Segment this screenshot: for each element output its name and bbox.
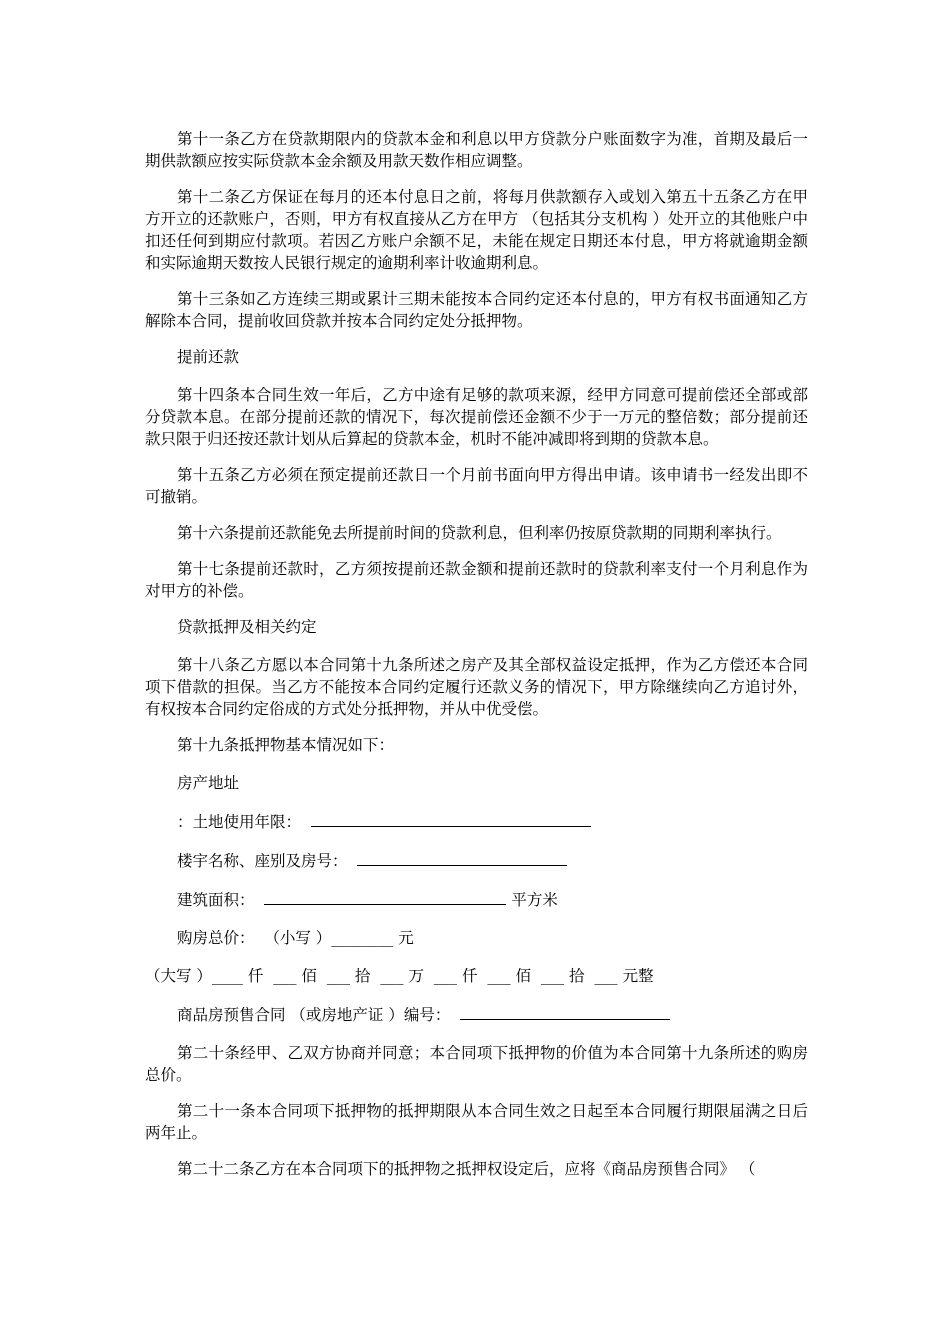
document-page [145,128,808,1194]
area-label: 建筑面积： [177,891,255,909]
field-contract-number [177,1003,808,1026]
land-term-blank [311,810,591,827]
article-11: 第十一条乙方在贷款期限内的贷款本金和利息以甲方贷款分户账面数字为准，首期及最后一期供款额应按实际贷款本金余额及用款天数作相应调整。 [145,130,808,170]
field-price [177,927,808,949]
section-heading-prepayment: 提前还款 [177,348,240,366]
article-21: 第二十一条本合同项下抵押物的抵押期限从本合同生效之日起至本合同履行期限届满之日后两年止。 [145,1102,808,1142]
contract-blank [460,1003,670,1020]
field-land-term [177,810,808,833]
article-12: 第十二条乙方保证在每月的还本付息日之前，将每月供款额存入或划入第五十五条乙方在甲方开立的还款账户，否则，甲方有权直接从乙方在甲方 （包括其分支机构 ）处开立的其他账户中扣还任何到期应付款项。若因乙方账户余额不足，未能在规定日期还本付息，甲方将就逾期金额和实际逾期天数按人民银行规定的逾期利率计收逾期利息。 [145,188,808,272]
field-building [177,849,808,872]
contract-label: 商品房预售合同 （或房地产证 ）编号： [177,1006,451,1024]
price-blank: ________ [331,929,394,947]
article-18: 第十八条乙方愿以本合同第十九条所述之房产及其全部权益设定抵押，作为乙方偿还本合同项下借款的担保。当乙方不能按本合同约定履行还款义务的情况下，甲方除继续向乙方追讨外，有权按本合同约定俗成的方式处分抵押物，并从中优受偿。 [145,656,808,718]
field-area [177,888,808,911]
field-address [177,772,808,794]
address-label: 房产地址 [177,774,240,792]
article-17: 第十七条提前还款时，乙方须按提前还款金额和提前还款时的贷款利率支付一个月利息作为对甲方的补偿。 [145,560,808,600]
article-13: 第十三条如乙方连续三期或累计三期未能按本合同约定还本付息的，甲方有权书面通知乙方解除本合同，提前收回贷款并按本合同约定处分抵押物。 [145,290,808,330]
area-blank [264,888,506,905]
article-20: 第二十条经甲、乙双方协商并同意；本合同项下抵押物的价值为本合同第十九条所述的购房总价。 [145,1044,808,1084]
building-label: 楼宇名称、座别及房号： [177,852,348,870]
article-15: 第十五条乙方必须在预定提前还款日一个月前书面向甲方得出申请。该申请书一经发出即不可撤销。 [145,466,808,506]
land-term-label: ：土地使用年限： [177,813,302,831]
area-unit: 平方米 [511,891,558,909]
section-heading-mortgage: 贷款抵押及相关约定 [177,618,317,636]
price-unit: 元 [398,929,414,947]
building-blank [357,849,567,866]
article-19: 第十九条抵押物基本情况如下： [177,736,395,754]
article-22: 第二十二条乙方在本合同项下的抵押物之抵押权设定后，应将《商品房预售合同》 （ [177,1160,756,1178]
field-price-capital: （大写 ）____ 仟 ___ 佰 ___ 拾 ___ 万 ___ 仟 ___ 佰 ___ 拾 ___ 元整 [145,967,654,985]
article-14: 第十四条本合同生效一年后，乙方中途有足够的款项来源，经甲方同意可提前偿还全部或部分贷款本息。在部分提前还款的情况下，每次提前偿还金额不少于一万元的整倍数；部分提前还款只限于归还按还款计划从后算起的贷款本金，机时不能冲减即将到期的贷款本息。 [145,386,808,448]
article-16: 第十六条提前还款能免去所提前时间的贷款利息，但利率仍按原贷款期的同期利率执行。 [177,524,782,542]
price-label: 购房总价： （小写 ） [177,929,332,947]
